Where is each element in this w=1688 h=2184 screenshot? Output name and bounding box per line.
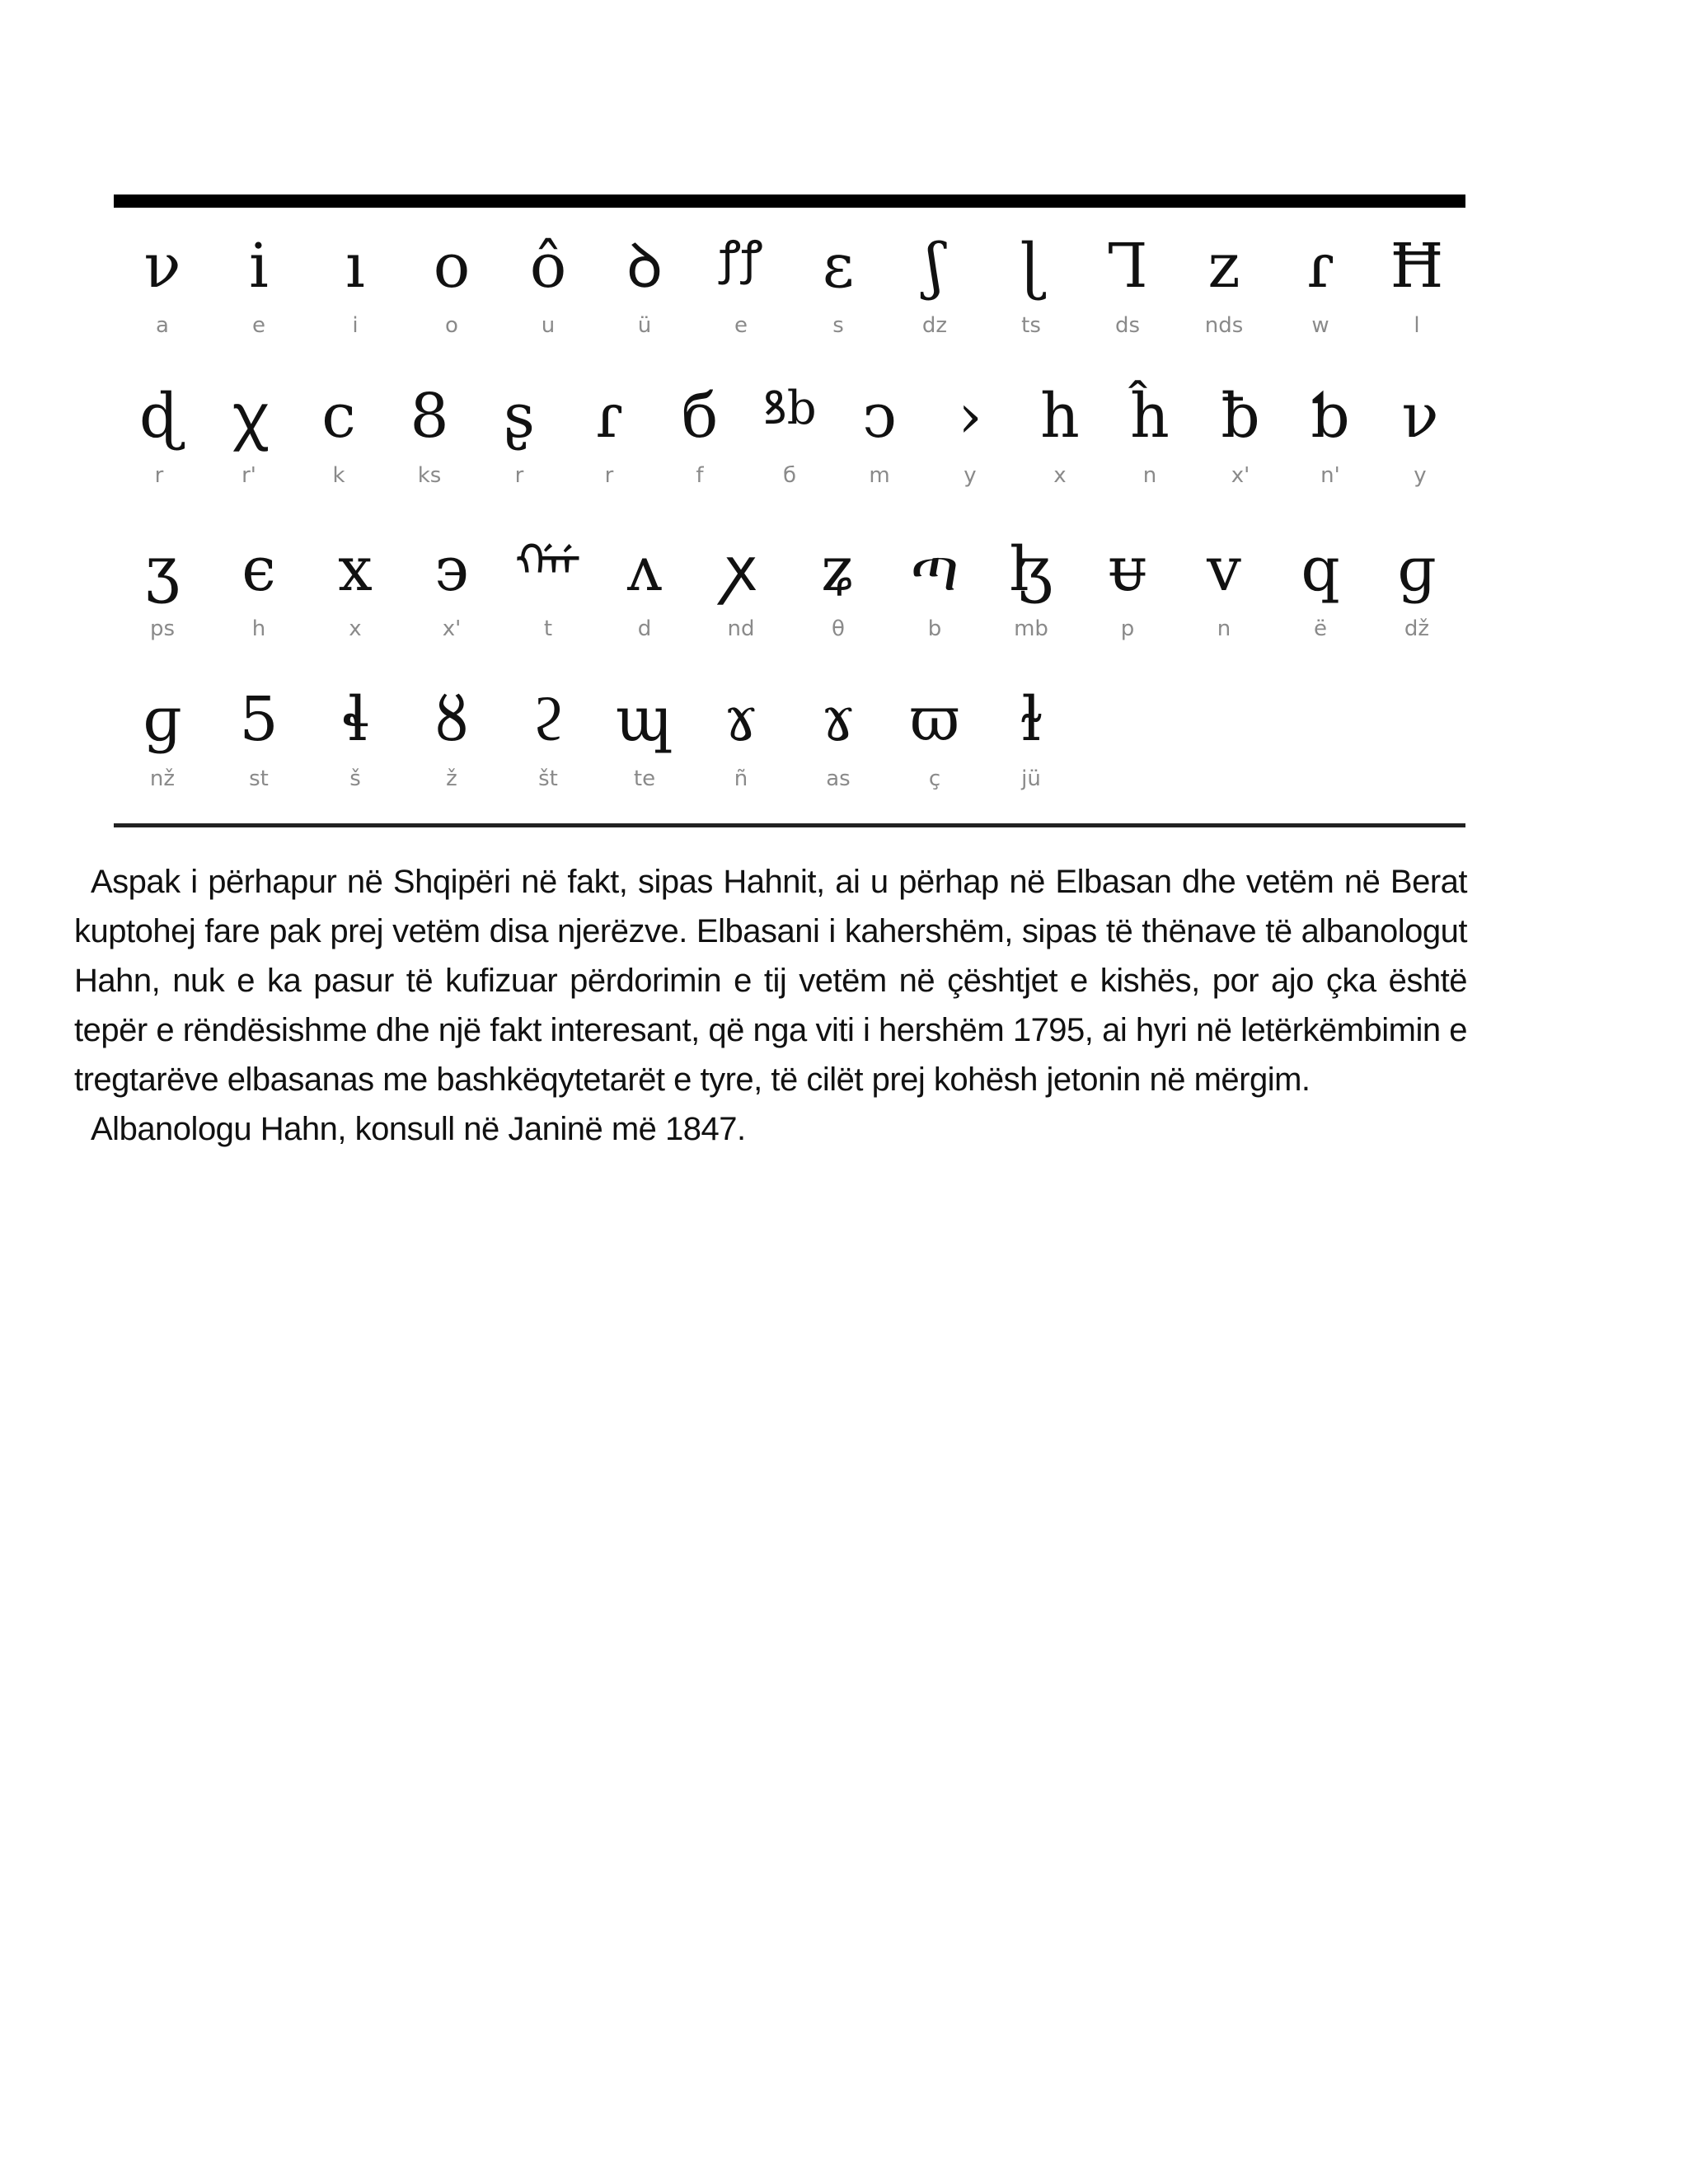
glyph: c	[321, 381, 356, 452]
glyph: ϶	[434, 534, 469, 605]
glyph-cell	[892, 684, 978, 791]
glyph-label: y	[1414, 463, 1427, 488]
glyph: ᵾ	[1109, 534, 1146, 605]
glyph: ʒ	[145, 534, 180, 605]
glyph-cell	[1085, 231, 1170, 338]
glyph: б	[681, 381, 719, 452]
glyph-label: dz	[921, 313, 948, 338]
glyph: ɤ	[724, 684, 758, 755]
glyph: ν	[1401, 381, 1439, 452]
glyph-label: as	[826, 766, 851, 791]
glyph-cell	[116, 381, 202, 488]
glyph-label: ds	[1114, 313, 1141, 338]
glyph-cell	[312, 684, 398, 791]
glyph-cell	[795, 684, 881, 791]
glyph-cell	[698, 684, 784, 791]
glyph-cell	[795, 231, 881, 338]
glyph: є	[241, 534, 276, 605]
glyph: ϩ	[531, 684, 565, 755]
caption-paragraph-2: Albanologu Hahn, konsull në Janinë më 1847.	[91, 1111, 746, 1147]
glyph-cell	[1198, 381, 1283, 488]
glyph-cell	[1107, 381, 1193, 488]
glyph-label: te	[633, 766, 656, 791]
glyph-label: o	[445, 313, 458, 338]
glyph-cell	[505, 231, 591, 338]
glyph-cell	[505, 684, 591, 791]
glyph-cell	[892, 231, 978, 338]
glyph: ʃ	[926, 231, 944, 302]
glyph-label: š	[349, 766, 361, 791]
glyph-label: p	[1120, 616, 1135, 641]
glyph: ꭓ	[232, 381, 266, 452]
glyph: ↄ	[862, 381, 897, 452]
glyph-cell	[1181, 534, 1267, 641]
glyph-label: nž	[149, 766, 176, 791]
glyph: ϖ	[909, 684, 960, 755]
glyph-label: x	[349, 616, 362, 641]
glyph-label: ž	[446, 766, 457, 791]
glyph: 5	[239, 684, 279, 755]
glyph-label: mb	[1014, 616, 1048, 641]
glyph-cell	[988, 534, 1074, 641]
glyph: Ħ	[1390, 231, 1444, 302]
glyph-label: h	[251, 616, 266, 641]
glyph-label: x'	[1231, 463, 1250, 488]
glyph-label: ñ	[734, 766, 748, 791]
glyph-label: r	[514, 463, 524, 488]
alphabet-figure	[114, 194, 1465, 827]
glyph: ɛ	[822, 231, 855, 302]
glyph: ɡ	[143, 684, 182, 755]
bottom-rule	[114, 823, 1465, 827]
glyph-label: ks	[417, 463, 442, 488]
glyph: i	[249, 231, 269, 302]
glyph: ɭ	[1020, 231, 1043, 302]
glyph-label: r	[604, 463, 614, 488]
glyph: ɮ	[1009, 534, 1053, 605]
glyph-label: d	[637, 616, 652, 641]
glyph-label: w	[1311, 313, 1329, 338]
glyph-cell	[602, 684, 687, 791]
glyph-cell	[566, 381, 652, 488]
glyph: ʑ	[821, 534, 856, 605]
glyph: ô	[529, 231, 567, 302]
glyph-cell	[409, 684, 495, 791]
glyph: ጣ	[910, 534, 959, 605]
glyph: ꝸb	[762, 382, 817, 435]
glyph-label: k	[332, 463, 345, 488]
caption	[74, 857, 1467, 1154]
glyph-label: st	[249, 766, 269, 791]
glyph-label: ts	[1021, 313, 1041, 338]
glyph-label: e	[252, 313, 265, 338]
glyph: x	[338, 534, 373, 605]
glyph-cell	[1377, 381, 1463, 488]
top-rule	[114, 194, 1465, 208]
glyph: ɖ	[139, 381, 179, 452]
glyph-label: r'	[241, 463, 256, 488]
glyph-label: б	[782, 463, 797, 488]
glyph-label: št	[538, 766, 558, 791]
glyph: ν	[143, 231, 181, 302]
glyph-cell	[505, 535, 591, 641]
glyph: ĥ	[1130, 381, 1170, 452]
glyph-cell	[1278, 534, 1363, 641]
glyph-cell	[120, 684, 205, 791]
glyph-cell	[1017, 381, 1103, 488]
glyph: ꝺ	[626, 231, 663, 302]
glyph-cell	[795, 534, 881, 641]
glyph-label: a	[156, 313, 169, 338]
glyph-cell	[657, 381, 743, 488]
glyph-cell	[747, 382, 832, 488]
glyph: ɫ	[1019, 684, 1043, 755]
caption-paragraph-1: Aspak i përhapur në Shqipëri në fakt, sipas Hahnit, ai u përhap në Elbasan dhe vetëm në Berat kuptohej fare pak prej vetëm disa njerëzve. Elbasani i kahershëm, sipas të thënave të albanologut Hahn, nuk e ka pasur të kufizuar përdorimin e tij vetëm në çështjet e kishës, por ajo çka është tepër e rëndësishme dhe një fakt interesant, që nga viti i hershëm 1795, ai hyri në letërkëmbimin e tregtarëve elbasanas me bashkëqytetarët e tyre, të cilët prej kohësh jetonin në mërgim.	[74, 864, 1467, 1098]
glyph-label: s	[832, 313, 844, 338]
glyph-label: x	[1053, 463, 1067, 488]
glyph: ȣ	[434, 684, 469, 755]
glyph-label: l	[1414, 313, 1420, 338]
glyph-label: b	[927, 616, 942, 641]
glyph: z	[1207, 231, 1240, 302]
glyph-label: n'	[1320, 463, 1340, 488]
glyph-cell	[698, 232, 784, 338]
glyph-cell	[206, 381, 292, 488]
glyph-cell	[1278, 231, 1363, 338]
glyph: ƀ	[1221, 381, 1260, 452]
glyph: ꝭꝭ	[719, 232, 763, 285]
glyph-cell	[312, 231, 398, 338]
glyph-label: f	[696, 463, 704, 488]
glyph-cell	[409, 534, 495, 641]
glyph: Ꞁ	[1107, 231, 1148, 302]
glyph-label: ps	[149, 616, 176, 641]
glyph-label: nd	[727, 616, 755, 641]
glyph-cell	[120, 231, 205, 338]
glyph-cell	[602, 534, 687, 641]
glyph: ɰ	[615, 684, 674, 755]
glyph-label: r	[154, 463, 164, 488]
glyph-label: jü	[1021, 766, 1041, 791]
glyph-cell	[1374, 231, 1460, 338]
glyph-cell	[1374, 534, 1460, 641]
glyph-label: m	[869, 463, 890, 488]
glyph-cell	[698, 534, 784, 641]
glyph: ı	[345, 231, 365, 302]
glyph-cell	[988, 231, 1074, 338]
glyph: ᡤᡤ	[514, 535, 582, 588]
glyph-cell	[120, 534, 205, 641]
glyph: ƅ	[1311, 381, 1350, 452]
glyph-cell	[409, 231, 495, 338]
glyph-label: u	[541, 313, 556, 338]
glyph-label: t	[543, 616, 553, 641]
glyph-cell	[927, 381, 1013, 488]
glyph: ɾ	[595, 381, 623, 452]
glyph-cell	[476, 381, 562, 488]
glyph-label: ë	[1314, 616, 1327, 641]
glyph-label: n	[1142, 463, 1157, 488]
glyph-cell	[296, 381, 382, 488]
glyph: h	[1040, 381, 1080, 452]
glyph-cell	[387, 381, 472, 488]
glyph-label: n	[1217, 616, 1231, 641]
glyph: ɡ	[1397, 534, 1437, 605]
glyph-label: ü	[637, 313, 652, 338]
glyph-label: y	[964, 463, 977, 488]
glyph: ›	[958, 381, 982, 452]
glyph-cell	[988, 684, 1074, 791]
glyph: ꭗ	[724, 534, 757, 605]
glyph: ɤ	[821, 684, 856, 755]
glyph-label: x'	[442, 616, 462, 641]
glyph-cell	[216, 534, 302, 641]
glyph-cell	[216, 231, 302, 338]
glyph-label: e	[734, 313, 748, 338]
glyph-cell	[216, 684, 302, 791]
glyph-label: ç	[928, 766, 941, 791]
glyph: o	[433, 231, 471, 302]
glyph: v	[1207, 534, 1241, 605]
glyph: ɾ	[1306, 231, 1334, 302]
glyph-label: i	[352, 313, 359, 338]
glyph-cell	[892, 534, 978, 641]
glyph-cell	[837, 381, 922, 488]
glyph: 8	[410, 381, 449, 452]
glyph: q	[1301, 534, 1340, 605]
glyph-cell	[1181, 231, 1267, 338]
glyph: ɬ	[341, 684, 369, 755]
glyph-cell	[1085, 534, 1170, 641]
glyph-label: θ	[832, 616, 845, 641]
glyph-cell	[312, 534, 398, 641]
glyph-label: nds	[1204, 313, 1244, 338]
glyph-cell	[1287, 381, 1373, 488]
glyph: ʂ	[504, 381, 535, 452]
glyph-cell	[602, 231, 687, 338]
glyph-label: dž	[1404, 616, 1430, 641]
glyph: ʌ	[627, 534, 662, 605]
